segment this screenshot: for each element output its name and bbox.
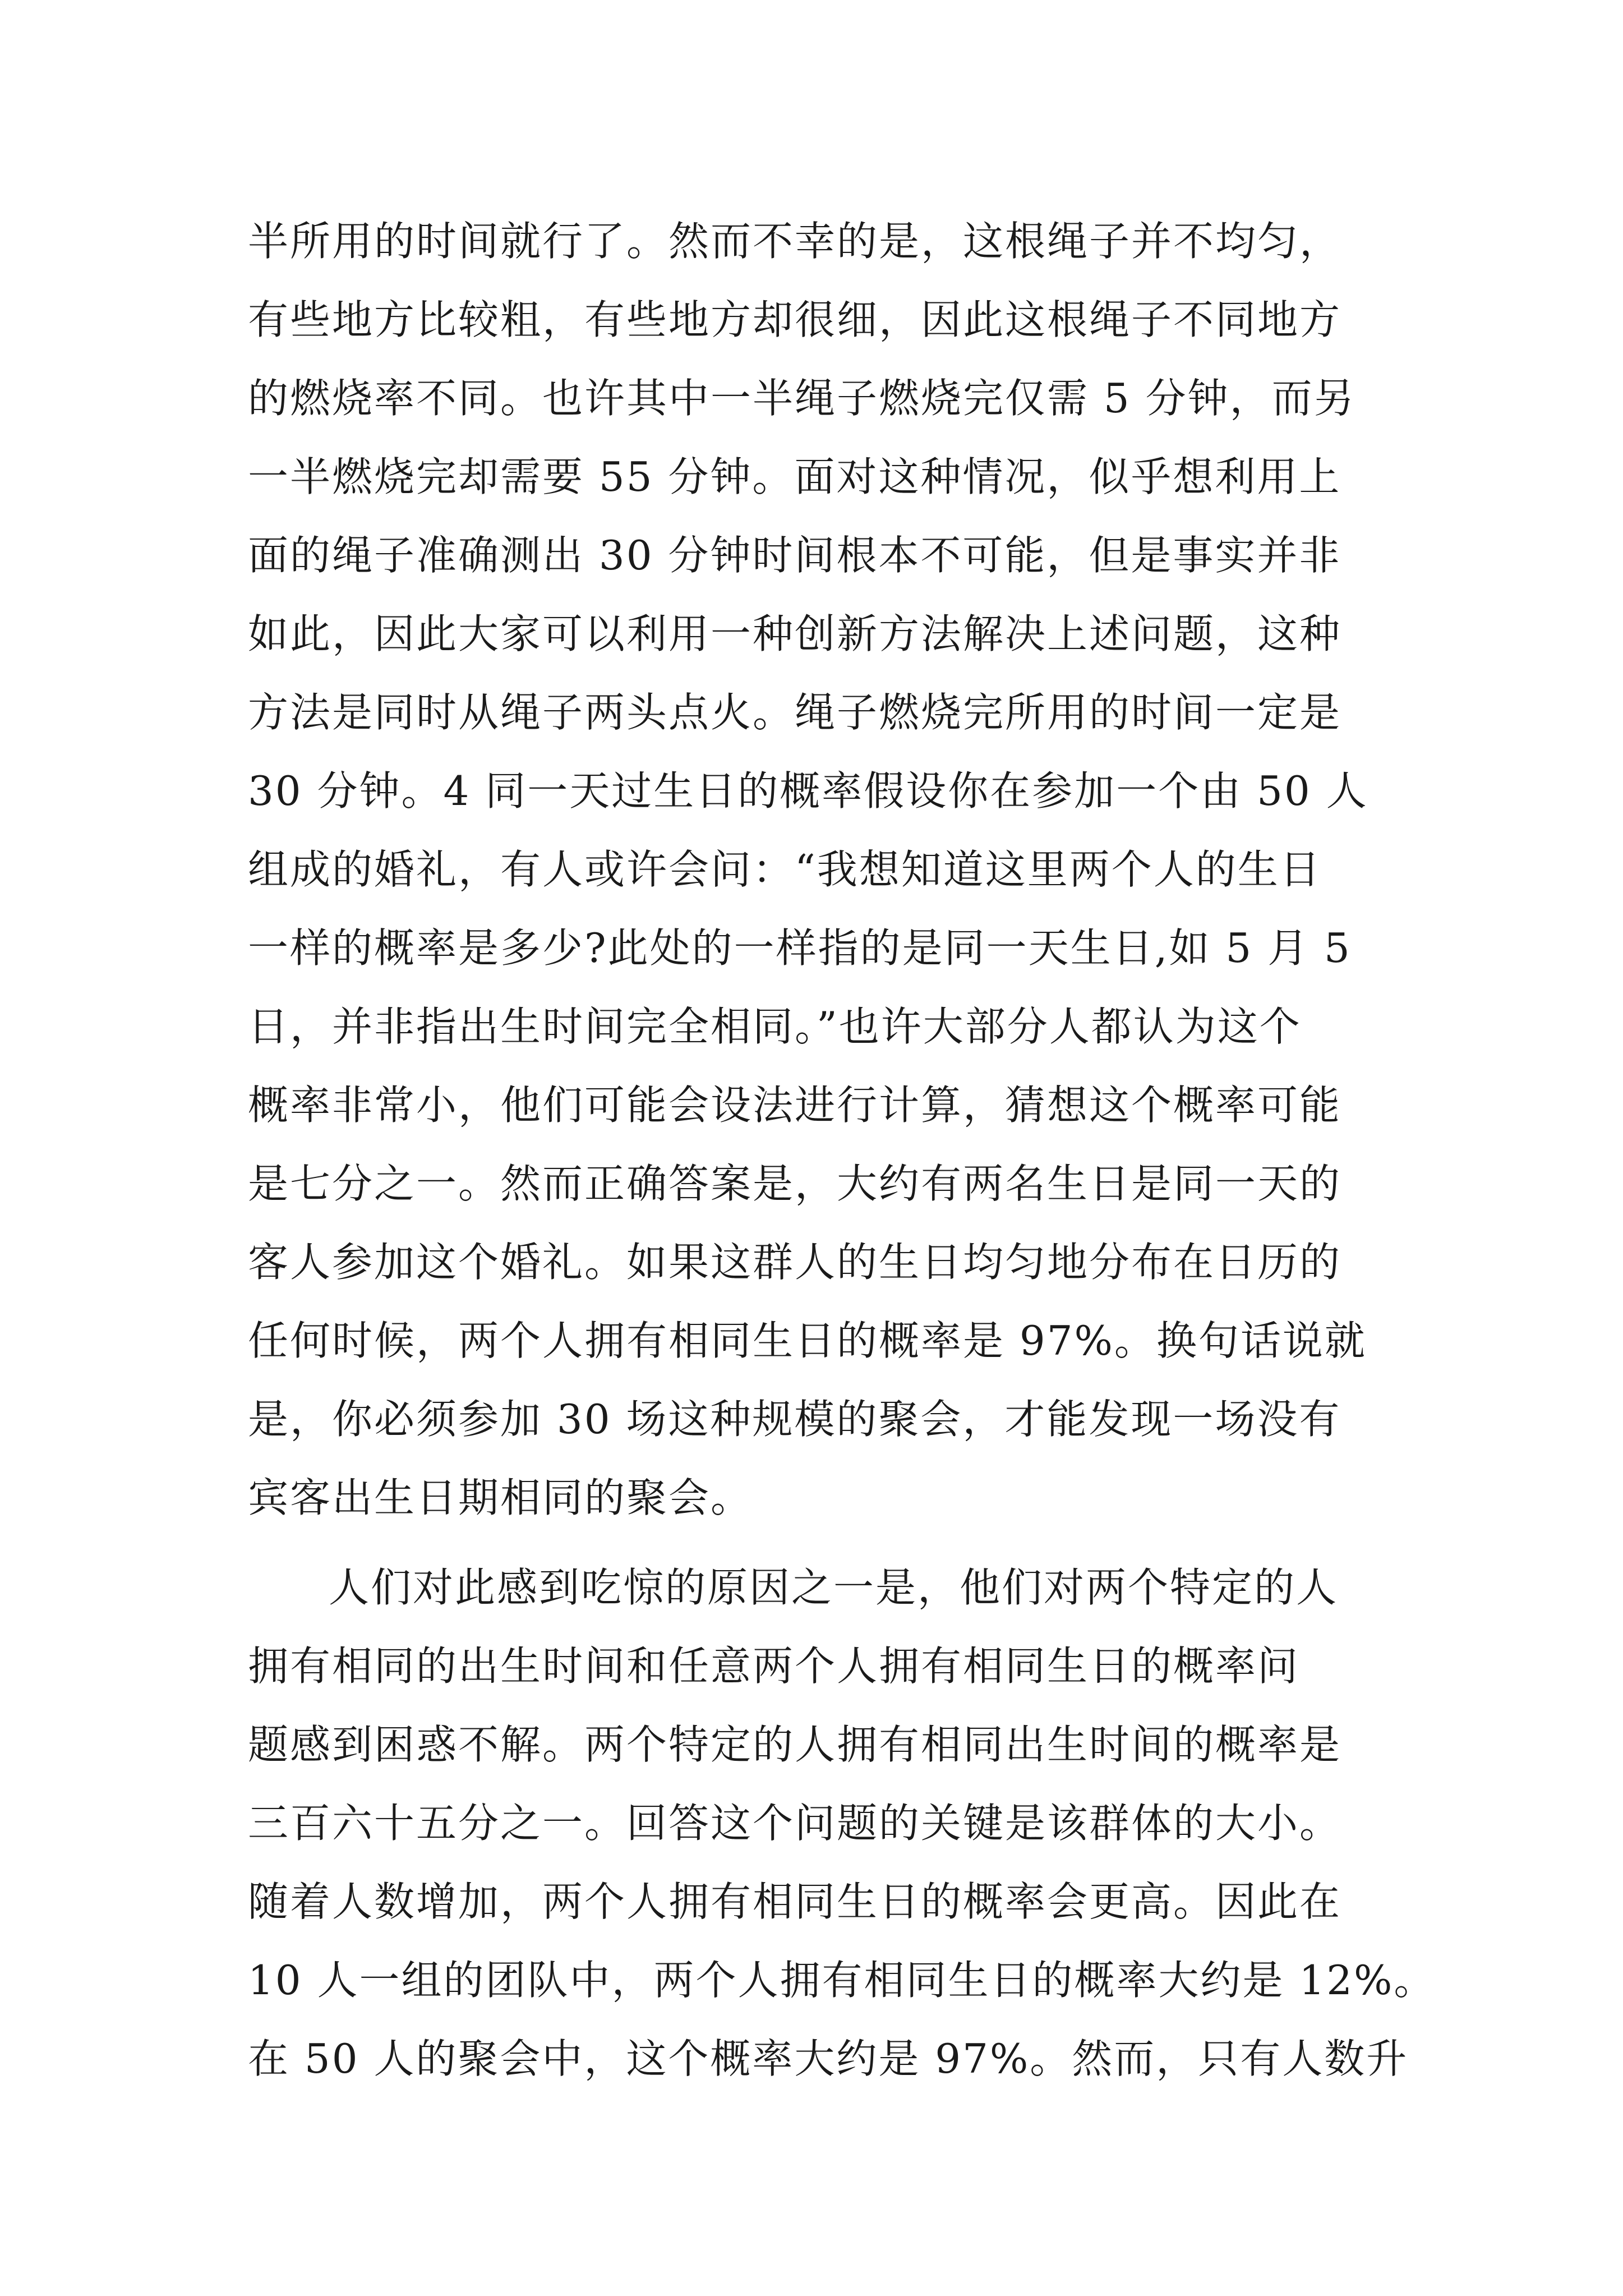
text-line: 任何时候，两个人拥有相同生日的概率是 97%。换句话说就 (248, 1317, 1367, 1364)
text-line: 半所用的时间就行了。然而不幸的是，这根绳子并不均匀， (248, 218, 1342, 265)
text-line: 是七分之一。然而正确答案是，大约有两名生日是同一天的 (248, 1160, 1342, 1207)
text-line: 在 50 人的聚会中，这个概率大约是 97%。然而，只有人数升 (248, 2035, 1409, 2082)
text-line: 概率非常小，他们可能会设法进行计算，猜想这个概率可能 (248, 1082, 1342, 1129)
paragraph-first-line: 人们对此感到吃惊的原因之一是，他们对两个特定的人 (329, 1564, 1339, 1611)
text-line: 宾客出生日期相同的聚会。 (248, 1474, 753, 1521)
text-line: 有些地方比较粗，有些地方却很细，因此这根绳子不同地方 (248, 296, 1342, 343)
text-line: 的燃烧率不同。也许其中一半绳子燃烧完仅需 5 分钟，而另 (248, 375, 1356, 422)
text-line: 一样的概率是多少?此处的一样指的是同一天生日,如 5 月 5 (248, 924, 1352, 972)
text-line: 组成的婚礼，有人或许会问：“我想知道这里两个人的生日 (248, 846, 1322, 893)
text-line: 面的绳子准确测出 30 分钟时间根本不可能，但是事实并非 (248, 532, 1341, 579)
text-line: 一半燃烧完却需要 55 分钟。面对这种情况，似乎想利用上 (248, 453, 1341, 500)
text-line: 三百六十五分之一。回答这个问题的关键是该群体的大小。 (248, 1800, 1342, 1847)
text-line: 如此，因此大家可以利用一种创新方法解决上述问题，这种 (248, 610, 1342, 657)
text-line: 10 人一组的团队中，两个人拥有相同生日的概率大约是 12%。 (248, 1957, 1436, 2004)
text-line: 客人参加这个婚礼。如果这群人的生日均匀地分布在日历的 (248, 1239, 1342, 1286)
text-line: 拥有相同的出生时间和任意两个人拥有相同生日的概率问 (248, 1642, 1300, 1690)
text-line: 日，并非指出生时间完全相同。”也许大部分人都认为这个 (248, 1003, 1302, 1050)
text-line: 随着人数增加，两个人拥有相同生日的概率会更高。因此在 (248, 1878, 1342, 1925)
text-line: 30 分钟。4 同一天过生日的概率假设你在参加一个由 50 人 (248, 767, 1368, 815)
text-line: 是，你必须参加 30 场这种规模的聚会，才能发现一场没有 (248, 1396, 1341, 1443)
text-line: 方法是同时从绳子两头点火。绳子燃烧完所用的时间一定是 (248, 689, 1342, 736)
text-line: 题感到困惑不解。两个特定的人拥有相同出生时间的概率是 (248, 1721, 1342, 1768)
